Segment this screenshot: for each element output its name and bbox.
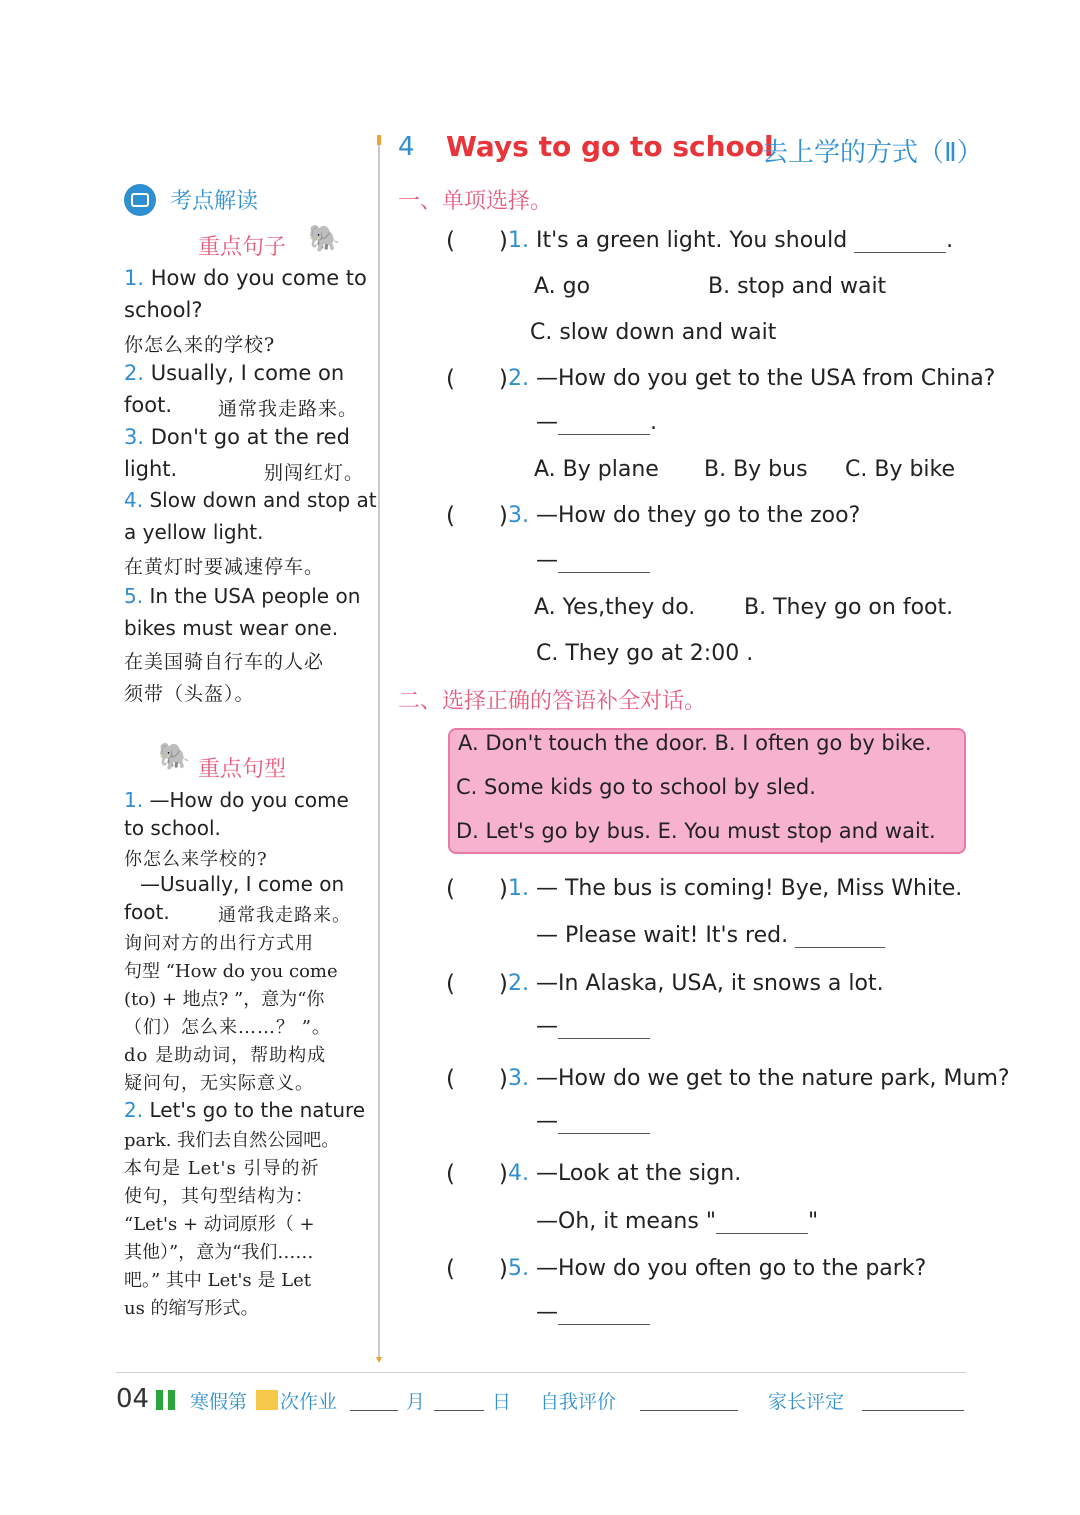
page-number: 04 [116, 1384, 150, 1414]
pattern-2-line-6: 其他）”，意为“我们…… [124, 1242, 314, 1263]
pattern-1-line-3: 你怎么来学校的? [124, 849, 268, 870]
p1-q3-opt-c[interactable]: C. They go at 2:00 . [536, 641, 754, 666]
sentence-2-cont: foot. [124, 393, 172, 417]
p1-question-1: 1. It's a green light. You should . [508, 228, 954, 253]
pattern-1-line-9: （们）怎么来……？ ”。 [124, 1017, 331, 1038]
sentence-3-cont: light. [124, 457, 178, 481]
answer-paren-1[interactable]: ( ) [446, 228, 508, 254]
key-patterns-heading: 重点句型 [198, 757, 287, 782]
blank-1[interactable] [854, 252, 946, 253]
p2-answer-paren-3[interactable]: ( ) [446, 1066, 508, 1092]
sentence-5-cn-cont: 须带（头盔）。 [124, 683, 255, 705]
sentence-5-cont: bikes must wear one. [124, 616, 339, 640]
unit-number: 4 [398, 132, 415, 162]
sentence-5: 5. In the USA people on [124, 584, 361, 608]
p2-blank-1[interactable] [795, 947, 885, 948]
section-title: 考点解读 [170, 189, 259, 214]
answer-paren-2[interactable]: ( ) [446, 366, 508, 392]
p2-question-4: 4. —Look at the sign. [508, 1161, 742, 1186]
sentence-1-cn: 你怎么来的学校? [124, 334, 276, 356]
part2-heading: 二、选择正确的答语补全对话。 [398, 689, 707, 714]
pattern-2-line-1: 2. Let's go to the nature [124, 1098, 366, 1122]
self-eval-label: 自我评价 [540, 1391, 617, 1413]
pattern-1-foot-cn: 通常我走路来。 [218, 905, 351, 926]
p1-q3-opt-a[interactable]: A. Yes,they do. [534, 595, 696, 620]
p2-question-1: 1. — The bus is coming! Bye, Miss White. [508, 876, 963, 901]
p2-question-3: 3. —How do we get to the nature park, Mum? [508, 1066, 1010, 1091]
p2-answer-paren-4[interactable]: ( ) [446, 1161, 508, 1187]
column-divider [378, 135, 380, 1357]
day-label: 日 [492, 1391, 512, 1413]
p2-q3-answer-line: — [536, 1109, 650, 1134]
section-badge-icon [124, 184, 156, 216]
hw-label-a: 寒假第 [190, 1391, 248, 1413]
p2-question-5: 5. —How do you often go to the park? [508, 1256, 927, 1281]
pattern-2-line-2: park. 我们去自然公园吧。 [124, 1130, 340, 1151]
footer-bar-icon-1 [156, 1390, 163, 1410]
p2-blank-4[interactable] [716, 1233, 808, 1234]
p1-q1-opt-c[interactable]: C. slow down and wait [530, 320, 777, 345]
p2-blank-2[interactable] [558, 1038, 650, 1039]
p2-q4-line-2: —Oh, it means " " [536, 1209, 819, 1234]
unit-title-cn: 去上学的方式（Ⅱ） [762, 138, 983, 168]
pattern-1-line-2: to school. [124, 816, 221, 840]
parent-eval-blank[interactable] [862, 1410, 964, 1411]
pattern-1-line-6: 询问对方的出行方式用 [124, 933, 314, 954]
month-label: 月 [406, 1391, 426, 1413]
sentence-3-cn: 别闯红灯。 [264, 462, 365, 484]
pattern-2-line-4: 使句，其句型结构为： [124, 1186, 314, 1207]
p2-q1-line-2: — Please wait! It's red. [536, 923, 885, 948]
sentence-2: 2. Usually, I come on [124, 361, 345, 385]
answer-bank-line-3: D. Let's go by bus. E. You must stop and wait. [456, 819, 936, 843]
sentence-1-cont: school? [124, 298, 203, 322]
hw-label-b: 次作业 [280, 1391, 338, 1413]
p1-q1-opt-a[interactable]: A. go [534, 274, 591, 299]
pattern-2-line-8: us 的缩写形式。 [124, 1298, 259, 1319]
p2-answer-paren-2[interactable]: ( ) [446, 971, 508, 997]
pattern-1-line-8: (to) + 地点? ”，意为“你 [124, 989, 325, 1010]
pattern-1-line-7: 句型 “How do you come [124, 961, 338, 982]
parent-eval-label: 家长评定 [768, 1391, 845, 1413]
p1-q2-opt-a[interactable]: A. By plane [534, 457, 659, 482]
p1-q2-opt-c[interactable]: C. By bike [845, 457, 956, 482]
pattern-1-line-4: —Usually, I come on [140, 872, 345, 896]
pattern-2-line-3: 本句是 Let's 引导的祈 [124, 1158, 320, 1179]
footer-bar-icon-2 [168, 1390, 175, 1410]
p1-q2-answer-line: — . [536, 410, 657, 435]
p2-q2-answer-line: — [536, 1014, 650, 1039]
p2-question-2: 2. —In Alaska, USA, it snows a lot. [508, 971, 884, 996]
self-eval-blank[interactable] [640, 1410, 738, 1411]
blank-3[interactable] [558, 572, 650, 573]
hw-number-box[interactable] [256, 1390, 278, 1410]
answer-bank-line-2: C. Some kids go to school by sled. [456, 775, 816, 799]
p1-q2-opt-b[interactable]: B. By bus [704, 457, 808, 482]
footer-divider [116, 1372, 966, 1373]
pattern-2-line-5: “Let's + 动词原形（ + [124, 1214, 315, 1235]
month-blank[interactable] [350, 1410, 398, 1411]
day-blank[interactable] [434, 1410, 484, 1411]
blank-2[interactable] [558, 434, 650, 435]
key-sentences-heading: 重点句子 [198, 235, 287, 260]
part1-heading: 一、单项选择。 [398, 189, 553, 214]
answer-paren-3[interactable]: ( ) [446, 503, 508, 529]
pattern-1-line-5: foot. [124, 900, 170, 924]
sentence-4-cn: 在黄灯时要减速停车。 [124, 556, 325, 578]
p1-q1-opt-b[interactable]: B. stop and wait [708, 274, 887, 299]
p2-blank-5[interactable] [558, 1324, 650, 1325]
sentence-3: 3. Don't go at the red [124, 425, 350, 449]
p1-q3-opt-b[interactable]: B. They go on foot. [744, 595, 954, 620]
sentence-2-cn: 通常我走路来。 [218, 398, 359, 420]
p2-blank-3[interactable] [558, 1133, 650, 1134]
elephant-icon: 🐘 [308, 224, 341, 254]
sentence-5-cn: 在美国骑自行车的人必 [124, 651, 325, 673]
p2-answer-paren-5[interactable]: ( ) [446, 1256, 508, 1282]
pattern-1-line-1: 1. —How do you come [124, 788, 349, 812]
unit-title-en: Ways to go to school [446, 130, 774, 163]
sentence-4: 4. Slow down and stop at [124, 488, 377, 512]
elephant-icon-2: 🐘 [158, 742, 191, 772]
p1-question-3: 3. —How do they go to the zoo? [508, 503, 861, 528]
sentence-4-cont: a yellow light. [124, 520, 264, 544]
sentence-1: 1. How do you come to [124, 266, 367, 290]
pattern-1-line-11: 疑问句，无实际意义。 [124, 1073, 314, 1094]
answer-bank-line-1: A. Don't touch the door. B. I often go by bike. [458, 731, 932, 755]
p1-q3-answer-line: — [536, 548, 650, 573]
p2-q5-answer-line: — [536, 1300, 650, 1325]
pattern-1-line-10: do 是助动词，帮助构成 [124, 1045, 327, 1066]
p1-question-2: 2. —How do you get to the USA from China? [508, 366, 996, 391]
pattern-2-line-7: 吧。” 其中 Let's 是 Let [124, 1270, 311, 1291]
p2-answer-paren-1[interactable]: ( ) [446, 876, 508, 902]
